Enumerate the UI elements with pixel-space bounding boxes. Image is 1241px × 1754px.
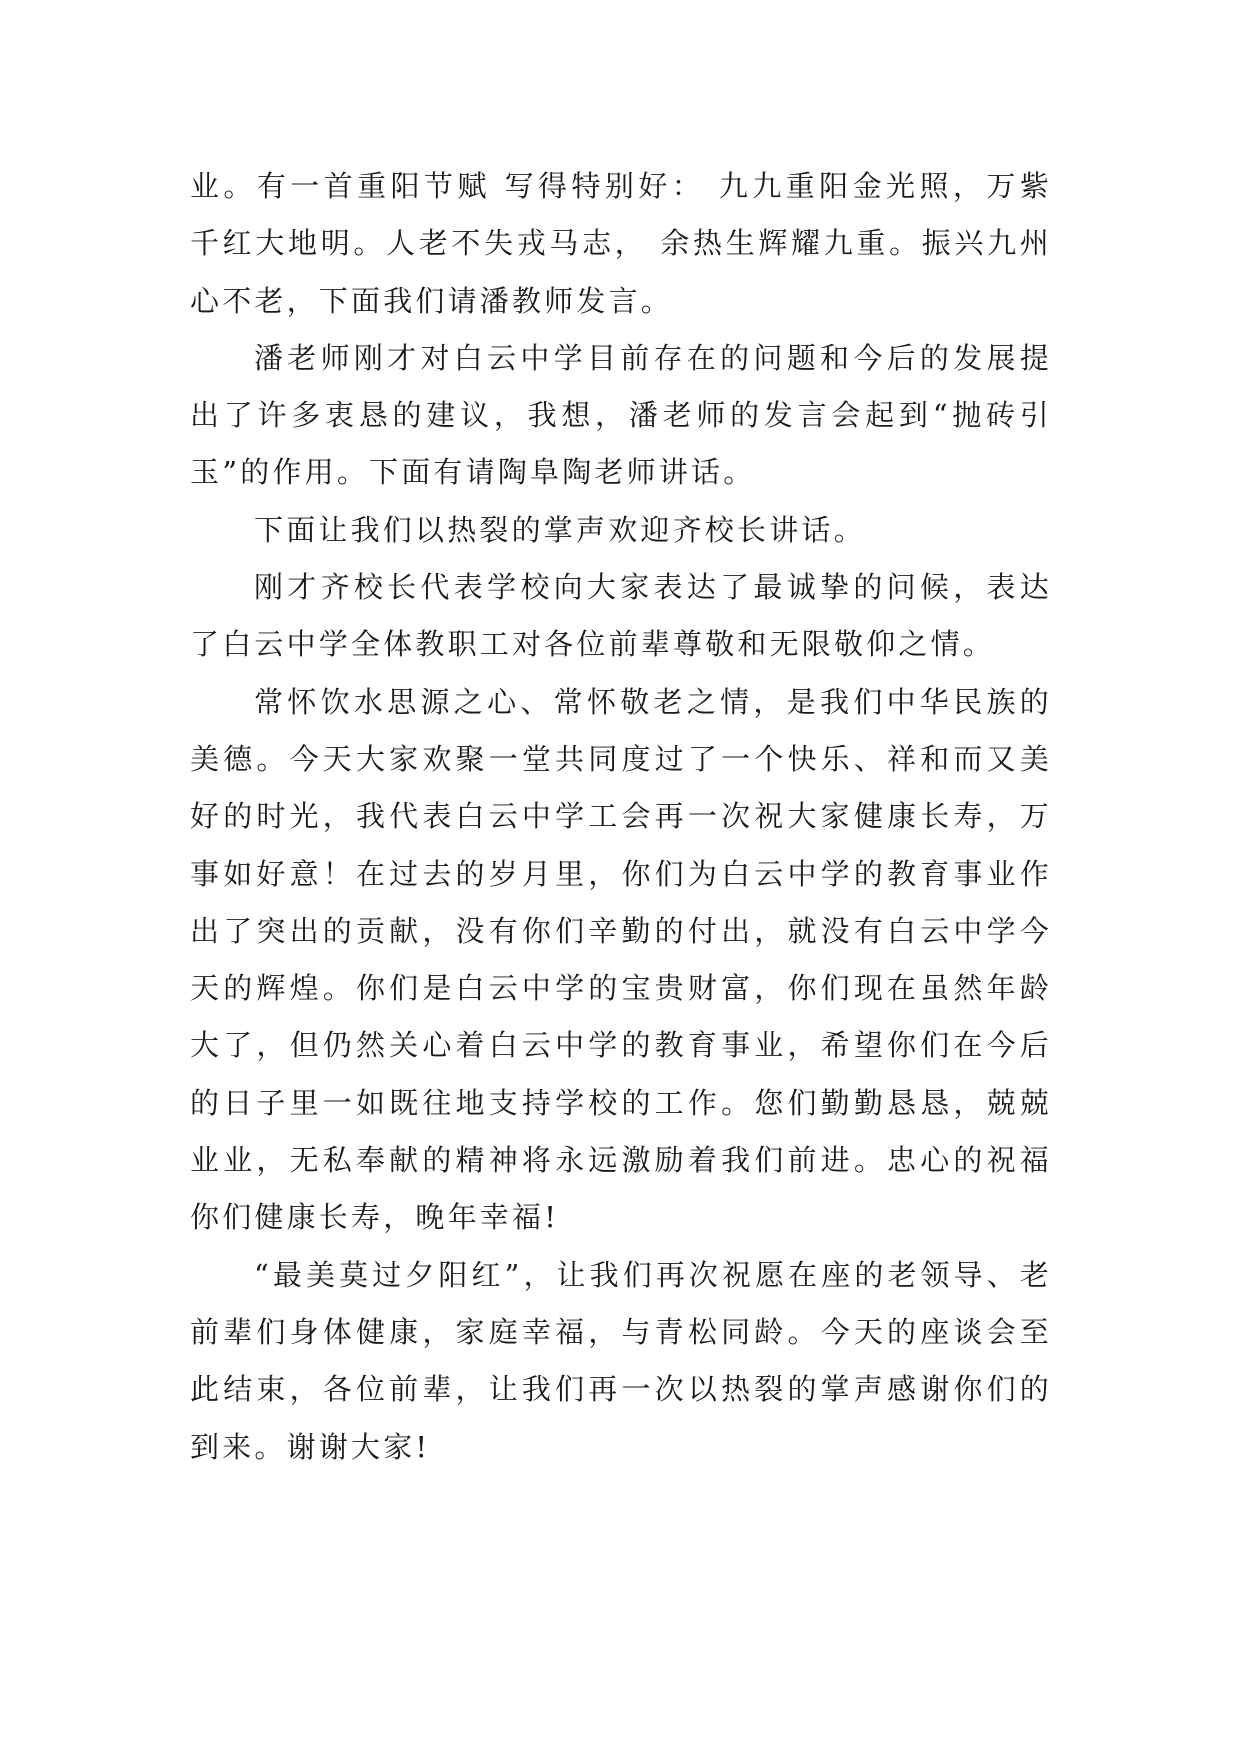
paragraph-continuation: 业。有一首重阳节赋 写得特别好： 九九重阳金光照，万紫千红大地明。人老不失戎马志， 余热生辉耀九重。振兴九州心不老，下面我们请潘教师发言。: [190, 169, 1052, 318]
paragraph-principal-greeting: 刚才齐校长代表学校向大家表达了最诚挚的问候，表达了白云中学全体教职工对各位前辈尊敬和无限敬仰之情。: [190, 570, 1052, 662]
paragraph-closing: “最美莫过夕阳红”，让我们再次祝愿在座的老领导、老前辈们身体健康，家庭幸福，与青松同龄。今天的座谈会至此结束，各位前辈，让我们再一次以热裂的掌声感谢你们的到来。谢谢大家!: [190, 1257, 1052, 1464]
paragraph-respect-elders: 常怀饮水思源之心、常怀敬老之情，是我们中华民族的美德。今天大家欢聚一堂共同度过了一个快乐、祥和而又美好的时光，我代表白云中学工会再一次祝大家健康长寿，万事如好意！在过去的岁月里，你们为白云中学的教育事业作出了突出的贡献，没有你们辛勤的付出，就没有白云中学今天的辉煌。你们是白云中学的宝贵财富，你们现在虽然年龄大了，但仍然关心着白云中学的教育事业，希望你们在今后的日子里一如既往地支持学校的工作。您们勤勤恳恳，兢兢业业，无私奉献的精神将永远激励着我们前进。忠心的祝福你们健康长寿，晚年幸福!: [190, 684, 1052, 1235]
paragraph-pan-teacher-remarks: 潘老师刚才对白云中学目前存在的问题和今后的发展提出了许多衷恳的建议，我想，潘老师的发言会起到“抛砖引玉”的作用。下面有请陶阜陶老师讲话。: [190, 340, 1052, 490]
paragraph-welcome-principal: 下面让我们以热裂的掌声欢迎齐校长讲话。: [254, 512, 866, 547]
document-body: [190, 158, 1052, 1476]
